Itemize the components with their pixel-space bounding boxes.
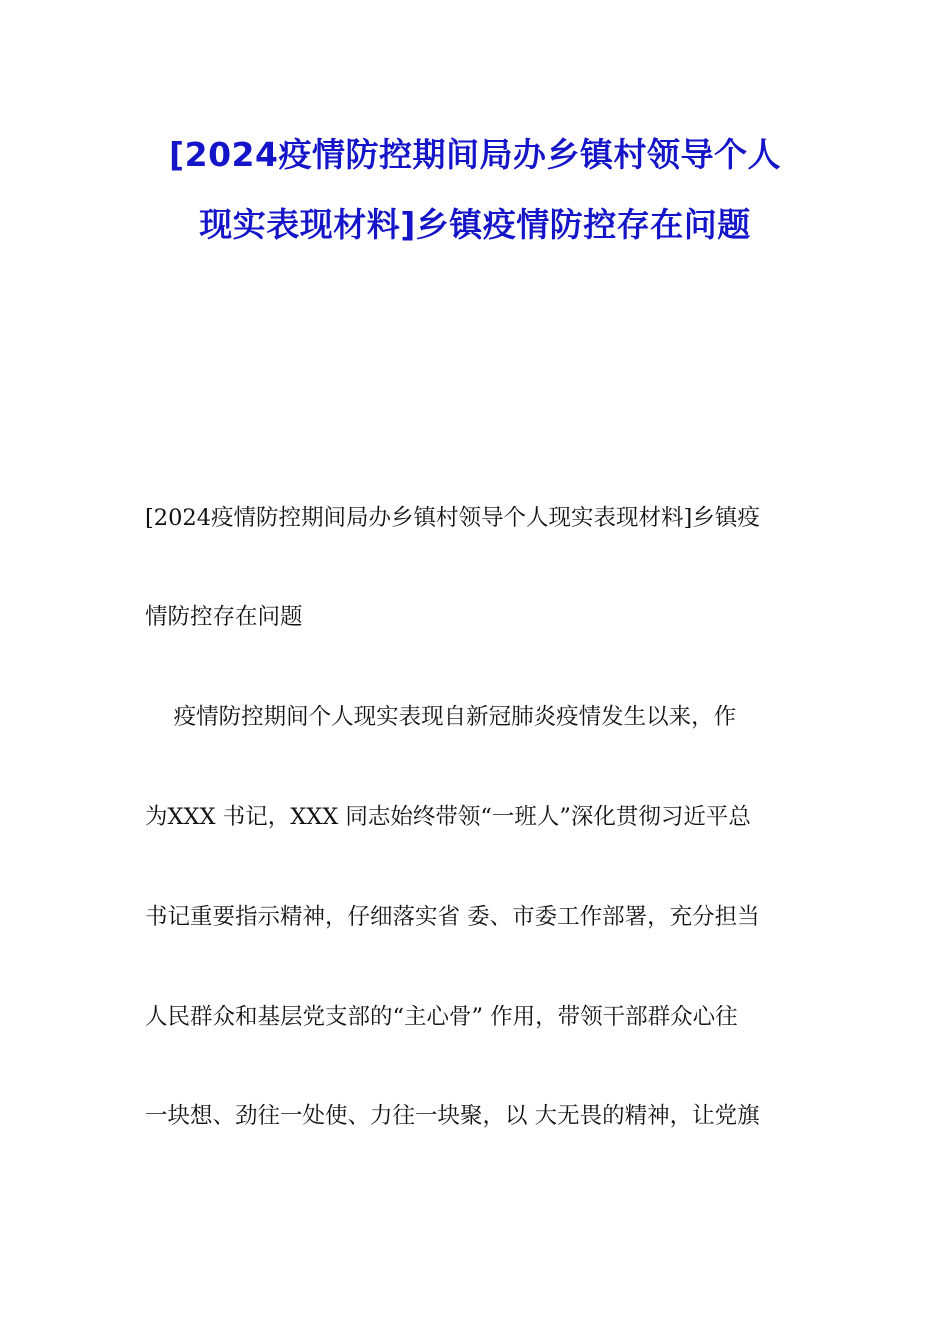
body-text-line: 情防控存在问题 [145,604,303,630]
body-text-line: 为XXX 书记，XXX 同志始终带领“一班人”深化贯彻习近平总 [145,804,751,830]
body-text-line: 书记重要指示精神，仔细落实省 委、市委工作部署，充分担当 [145,904,760,930]
body-text-line: [2024疫情防控期间局办乡镇村领导个人现实表现材料]乡镇疫 [145,505,760,531]
body-text-line: 人民群众和基层党支部的“主心骨” 作用，带领干部群众心往 [145,1004,738,1030]
document-title-line-2: 现实表现材料]乡镇疫情防控存在问题 [199,205,751,244]
body-text-line: 疫情防控期间个人现实表现自新冠肺炎疫情发生以来，作 [145,704,737,730]
document-title-line-1: [2024疫情防控期间局办乡镇村领导个人 [169,135,781,174]
body-text-line: 一块想、劲往一处使、力往一块聚，以 大无畏的精神，让党旗 [145,1103,760,1129]
